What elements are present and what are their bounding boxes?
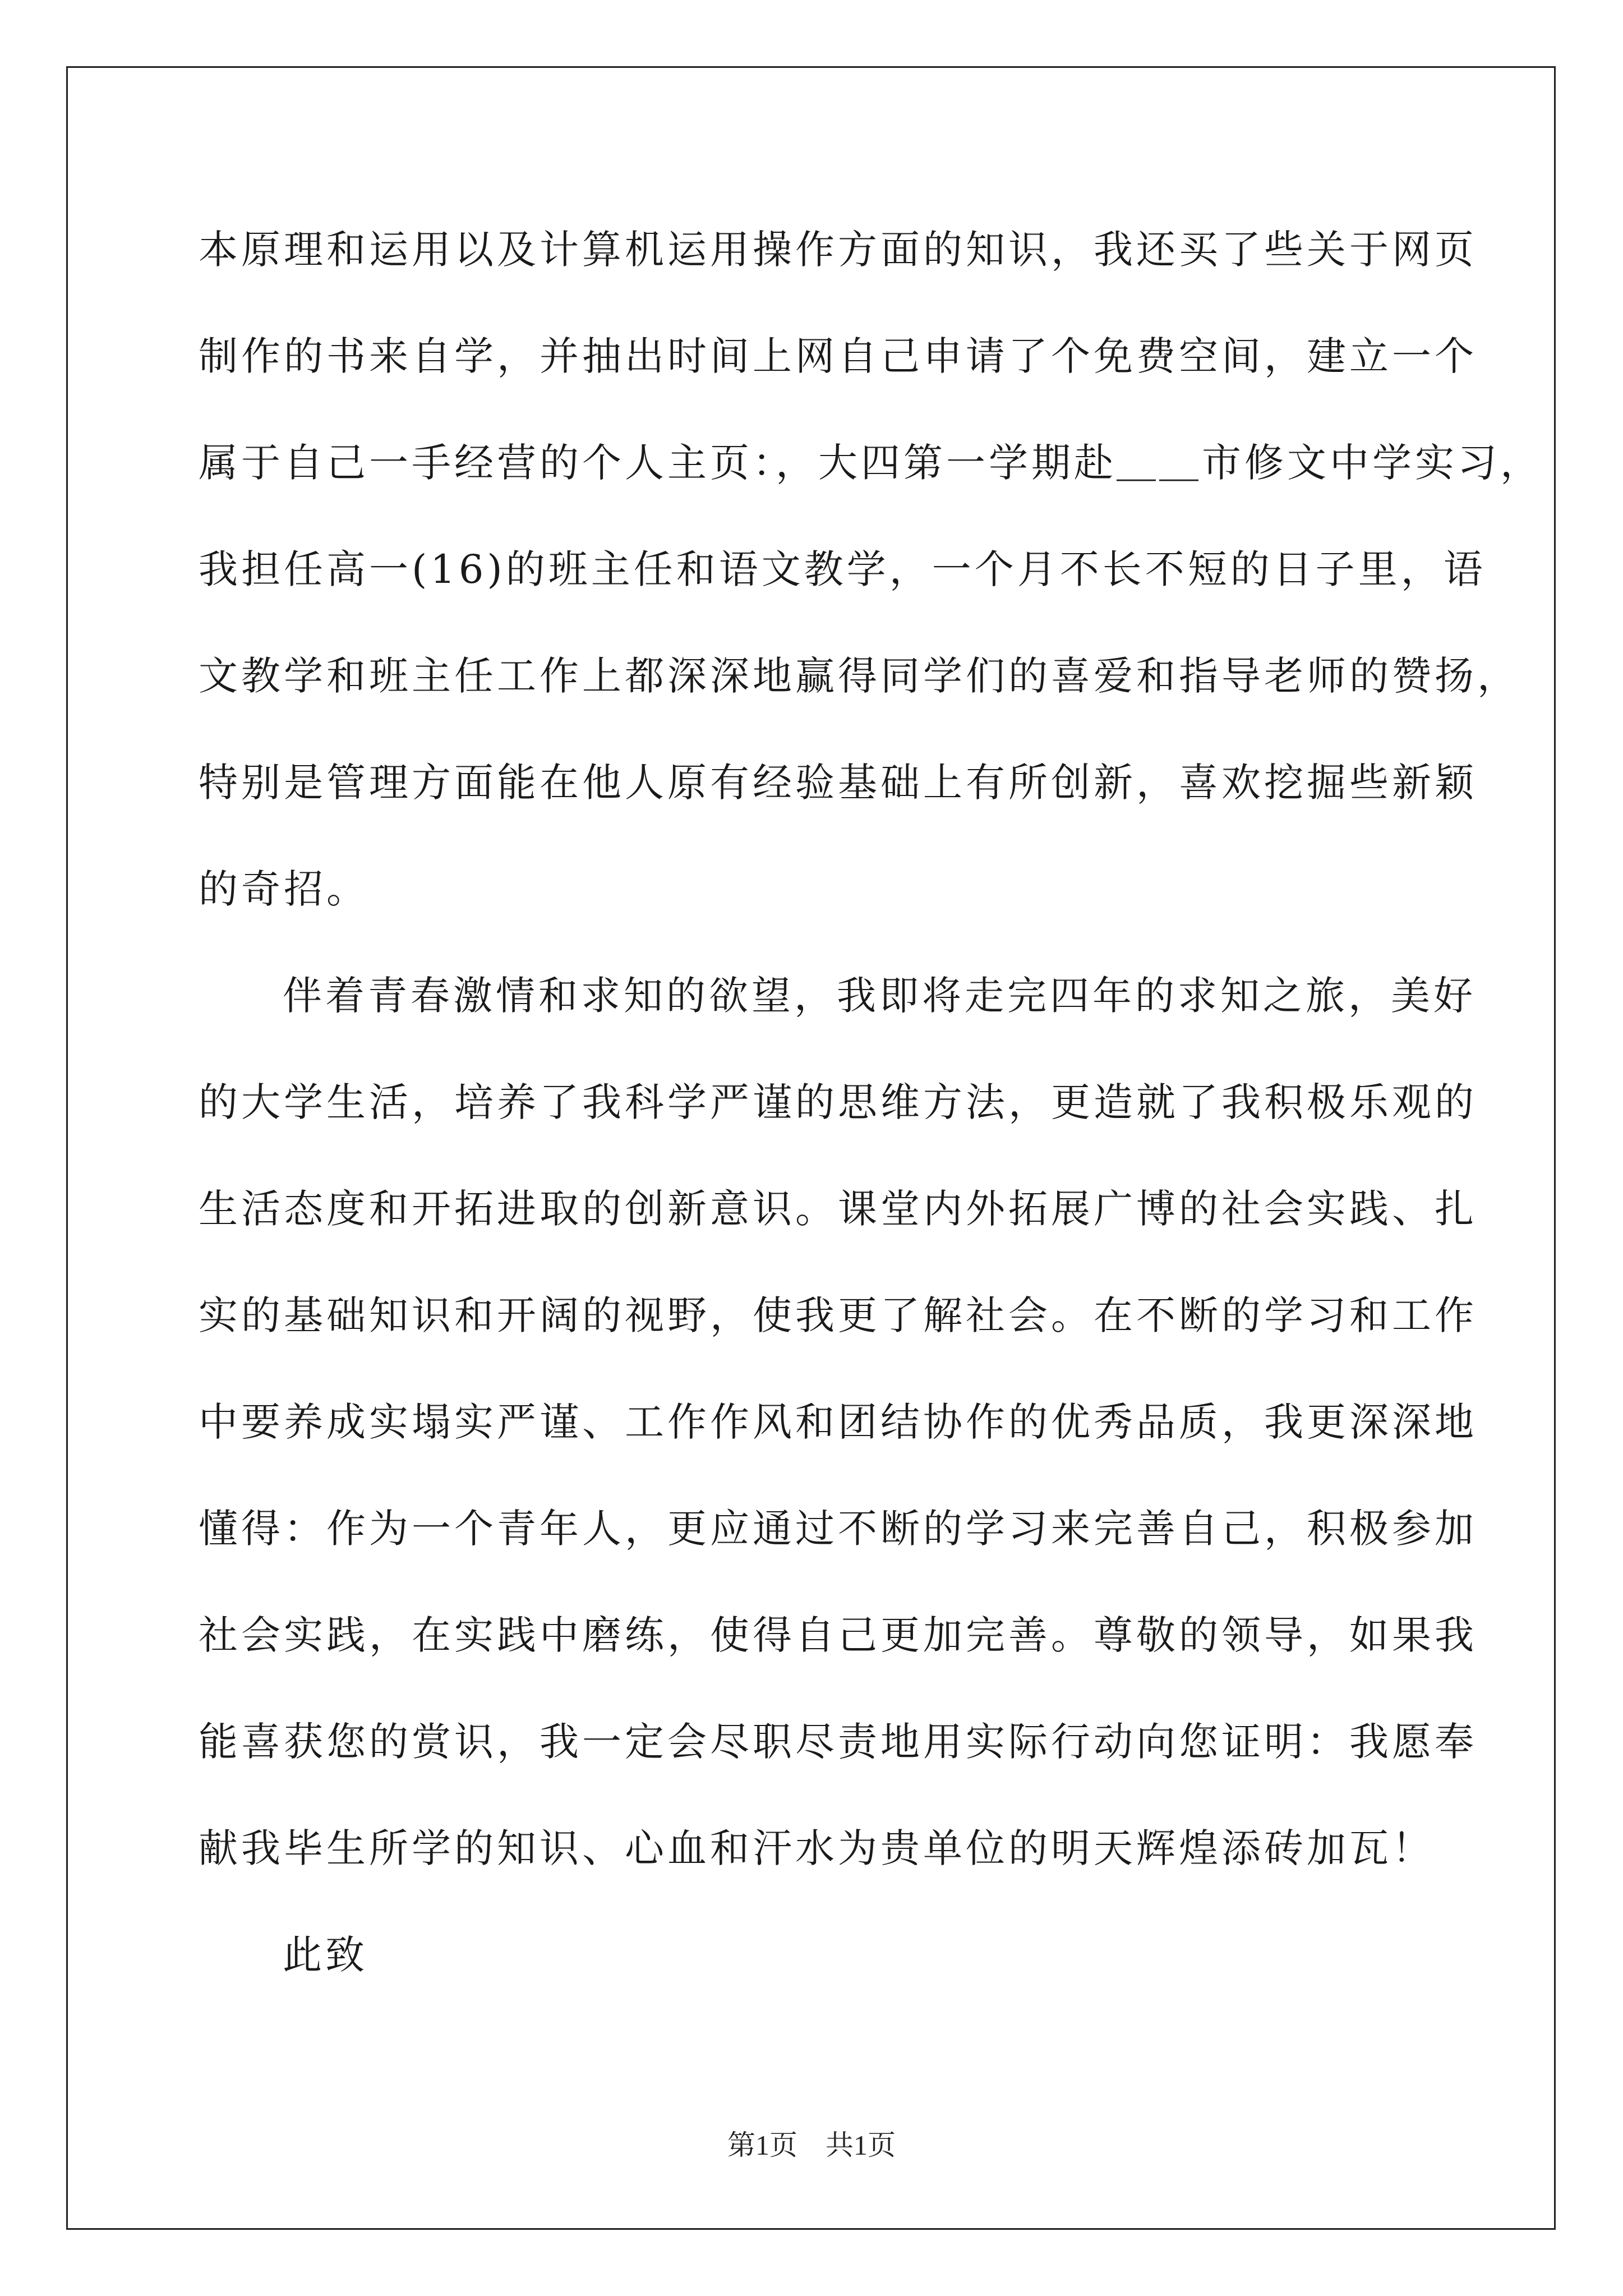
text-line: 文教学和班主任工作上都深深地赢得同学们的喜爱和指导老师的赞扬， — [199, 653, 1520, 699]
text-line: 本原理和运用以及计算机运用操作方面的知识，我还买了些关于网页 — [199, 227, 1477, 273]
text-line: 懂得：作为一个青年人，更应通过不断的学习来完善自己，积极参加 — [199, 1506, 1477, 1552]
text-line: 献我毕生所学的知识、心血和汗水为贵单位的明天辉煌添砖加瓦！ — [199, 1825, 1435, 1871]
text-line: 特别是管理方面能在他人原有经验基础上有所创新，喜欢挖掘些新颖 — [199, 760, 1477, 806]
text-line: 实的基础知识和开阔的视野，使我更了解社会。在不断的学习和工作 — [199, 1292, 1477, 1338]
text-line: 制作的书来自学，并抽出时间上网自己申请了个免费空间，建立一个 — [199, 333, 1477, 379]
page-number: 第1页 共1页 — [727, 2129, 896, 2161]
text-line: 的奇招。 — [199, 866, 369, 912]
text-line: 属于自己一手经营的个人主页：，大四第一学期赴＿＿市修文中学实习， — [199, 440, 1543, 486]
text-line: 中要养成实塌实严谨、工作作风和团结协作的优秀品质，我更深深地 — [199, 1399, 1477, 1445]
paragraph-2 — [199, 954, 1477, 1913]
paragraph-1 — [199, 208, 1543, 954]
text-line: 伴着青春激情和求知的欲望，我即将走完四年的求知之旅，美好 — [283, 973, 1476, 1019]
document-body — [199, 208, 1543, 2019]
text-line: 生活态度和开拓进取的创新意识。课堂内外拓展广博的社会实践、扎 — [199, 1186, 1477, 1232]
text-line: 我担任高一(16)的班主任和语文教学，一个月不长不短的日子里，语 — [199, 546, 1486, 592]
text-line: 社会实践，在实践中磨练，使得自己更加完善。尊敬的领导，如果我 — [199, 1612, 1477, 1658]
text-line: 能喜获您的赏识，我一定会尽职尽责地用实际行动向您证明：我愿奉 — [199, 1719, 1477, 1765]
closing-salutation: 此致 — [283, 1932, 368, 1978]
text-line: 的大学生活，培养了我科学严谨的思维方法，更造就了我积极乐观的 — [199, 1079, 1477, 1125]
